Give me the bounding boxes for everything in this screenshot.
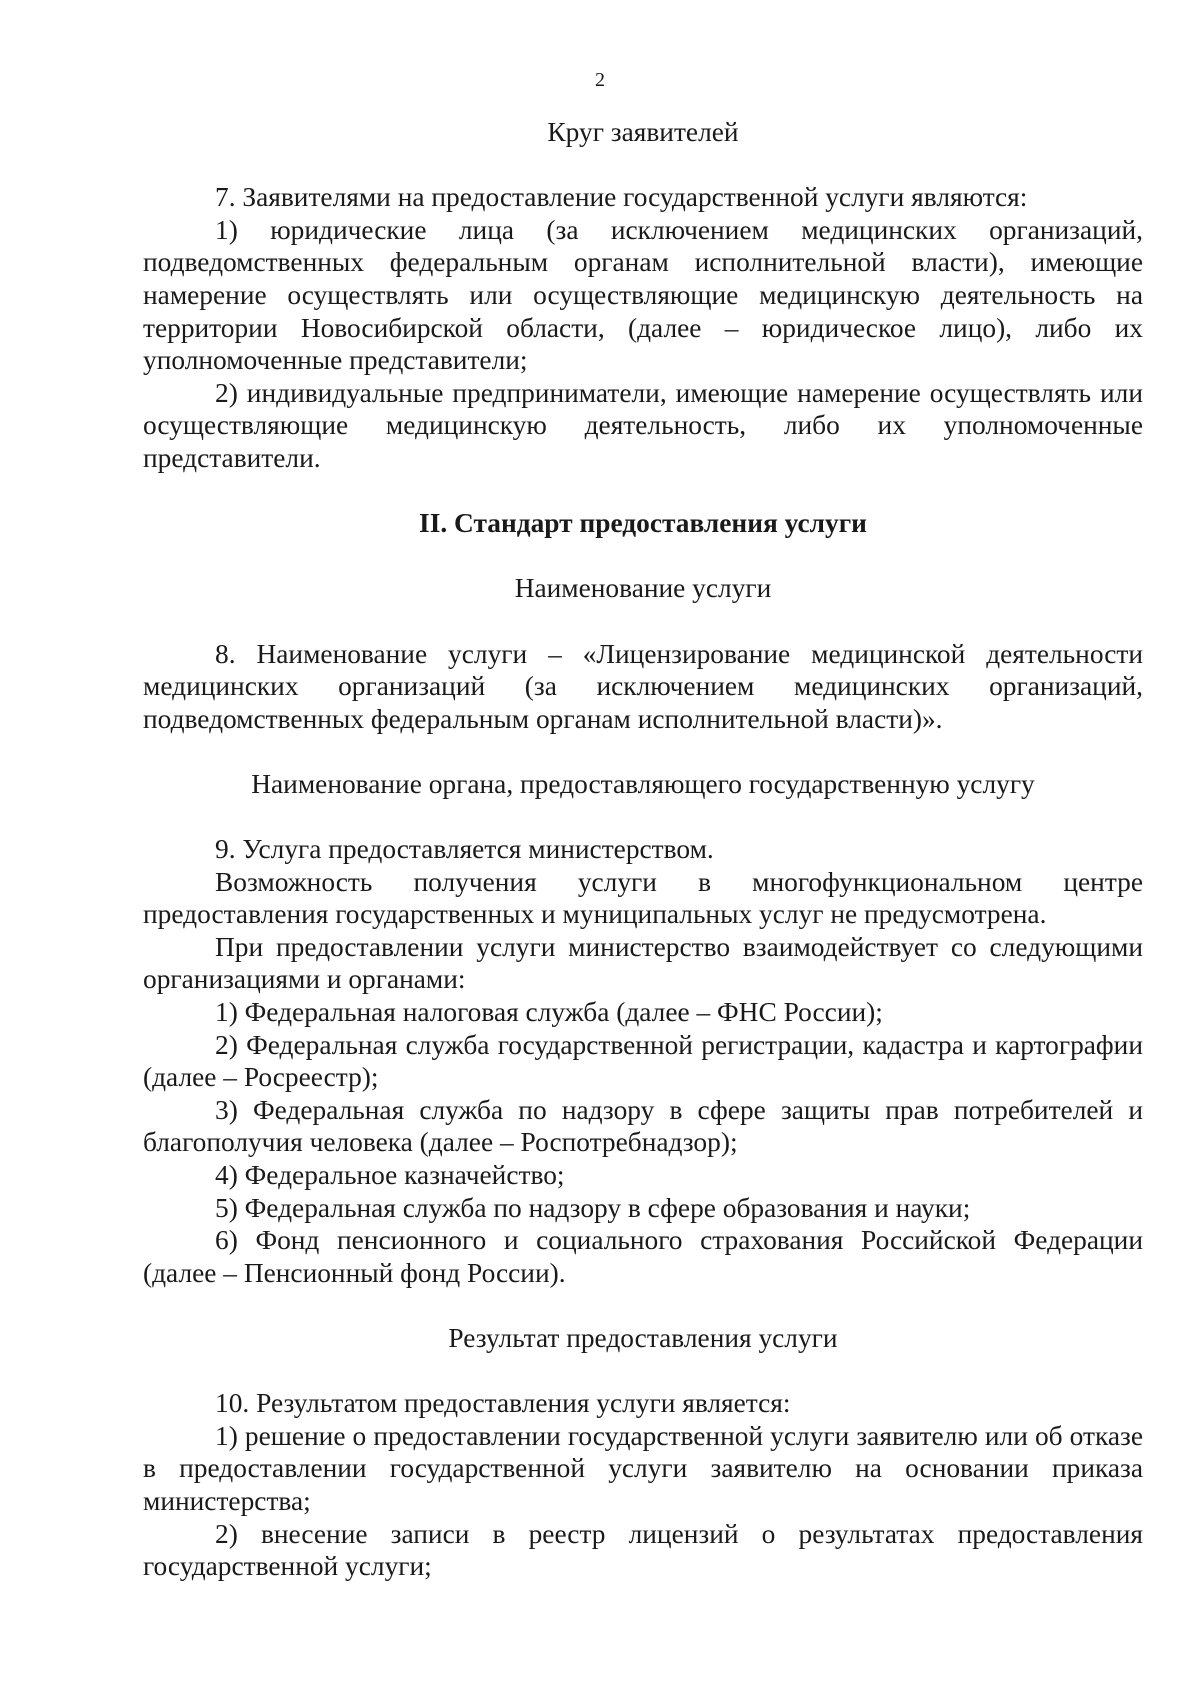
paragraph-7-intro: 7. Заявителями на предоставление государственной услуги являются: — [215, 182, 1028, 213]
paragraph-9-item-1: 1) Федеральная налоговая служба (далее – ФНС России); — [215, 997, 883, 1028]
paragraph-9-item-2: 2) Федеральная служба государственной регистрации, кадастра и картографии (далее – Росреестр); — [143, 1029, 1143, 1093]
spacer — [143, 540, 1143, 573]
spacer — [143, 475, 1143, 508]
service-name-heading: Наименование услуги — [514, 573, 772, 604]
authority-heading: Наименование органа, предоставляющего государственную услугу — [251, 768, 1035, 799]
paragraph-8: 8. Наименование услуги – «Лицензирование медицинской деятельности медицинских организаций (за исключением медицинских организаций, подведомственных федеральным органам исполнительной власти)». — [143, 638, 1143, 734]
spacer — [143, 1355, 1143, 1388]
paragraph-9-item-5: 5) Федеральная служба по надзору в сфере образования и науки; — [215, 1192, 971, 1223]
paragraph-9-intro: 9. Услуга предоставляется министерством. — [215, 834, 714, 865]
page-number: 2 — [595, 69, 605, 91]
spacer — [143, 800, 1143, 833]
paragraph-10-item-1: 1) решение о предоставлении государственной услуги заявителю или об отказе в предоставлении государственной услуги заявителю на основании приказа министерства; — [143, 1420, 1143, 1516]
paragraph-9-item-6: 6) Фонд пенсионного и социального страхования Российской Федерации (далее – Пенсионный фонд России). — [143, 1225, 1143, 1288]
paragraph-9-interaction: При предоставлении услуги министерство взаимодействует со следующими организациями и органами: — [143, 931, 1143, 995]
paragraph-9-mfc: Возможность получения услуги в многофункциональном центре предоставления государственных и муниципальных услуг не предусмотрена. — [143, 866, 1143, 930]
paragraph-9-item-3: 3) Федеральная служба по надзору в сфере защиты прав потребителей и благополучия человека (далее – Роспотребнадзор); — [143, 1094, 1143, 1158]
chapter-2-heading: II. Стандарт предоставления услуги — [419, 508, 867, 539]
document-body — [143, 116, 1143, 1583]
applicants-heading: Круг заявителей — [547, 117, 739, 147]
paragraph-9-item-4: 4) Федеральное казначейство; — [215, 1160, 565, 1190]
spacer — [143, 1289, 1143, 1322]
spacer — [143, 735, 1143, 768]
paragraph-10-intro: 10. Результатом предоставления услуги является: — [215, 1388, 791, 1419]
spacer — [143, 605, 1143, 638]
paragraph-7-item-1: 1) юридические лица (за исключением медицинских организаций, подведомственных федеральным органам исполнительной власти), имеющие намерение осуществлять или осуществляющие медицинскую деятельность на территории Новосибирской области, (далее – юридическое лицо), либо их уполномоченные представители; — [143, 214, 1143, 376]
spacer — [143, 149, 1143, 182]
result-heading: Результат предоставления услуги — [448, 1322, 838, 1353]
paragraph-7-item-2: 2) индивидуальные предприниматели, имеющие намерение осуществлять или осуществляющие медицинскую деятельность, либо их уполномоченные представители. — [143, 377, 1143, 473]
paragraph-10-item-2: 2) внесение записи в реестр лицензий о результатах предоставления государственной услуги; — [143, 1518, 1143, 1582]
